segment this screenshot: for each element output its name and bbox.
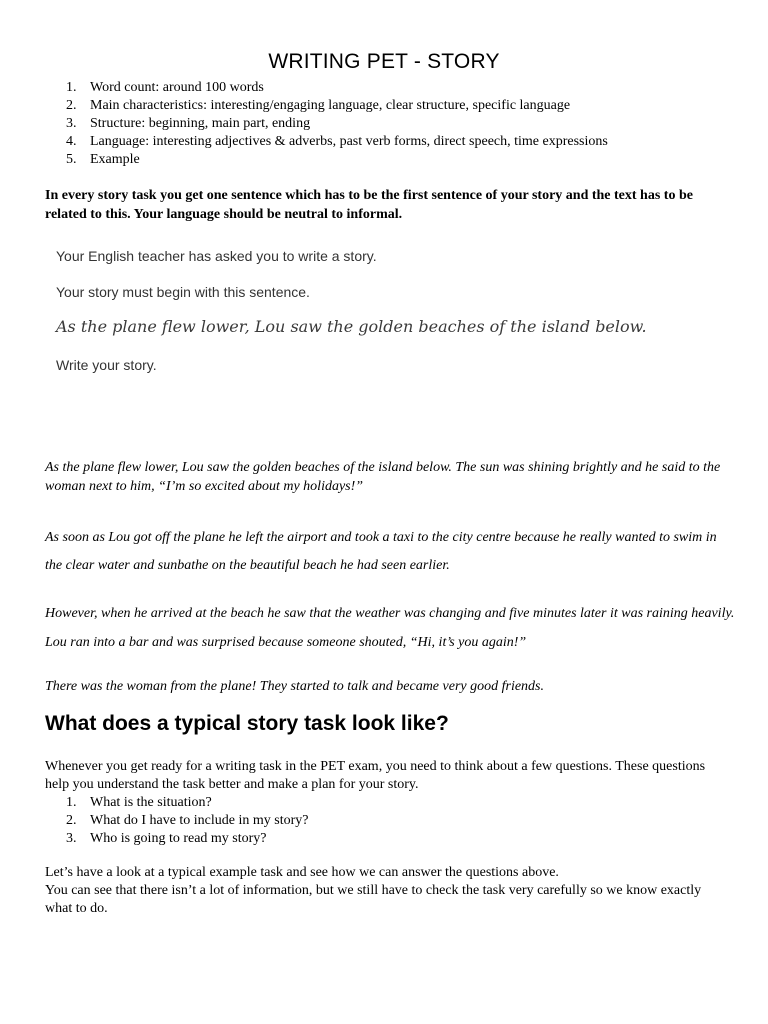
list-item-text: What is the situation? xyxy=(90,795,212,810)
story-paragraph-3: However, when he arrived at the beach he saw that the weather was changing and five minutes later it was raining heavily. Lou ran into a bar and was surprised because someone shouted, “Hi, it’s you again!” xyxy=(45,606,735,650)
task-begin-instruction: Your story must begin with this sentence. xyxy=(56,284,310,300)
list-item-text: Word count: around 100 words xyxy=(90,80,264,95)
section-intro xyxy=(45,758,725,848)
task-opening-sentence: As the plane flew lower, Lou saw the golden beaches of the island below. xyxy=(56,317,647,336)
checklist xyxy=(66,79,608,169)
list-number: 5. xyxy=(66,152,77,167)
list-item-text: Who is going to read my story? xyxy=(90,831,267,846)
task-write-prompt: Write your story. xyxy=(56,357,157,373)
section-heading: What does a typical story task look like? xyxy=(45,712,449,735)
list-item xyxy=(66,812,746,830)
intro-paragraph: In every story task you get one sentence which has to be the first sentence of your story and the text has to be related to this. Your language should be neutral to informal. xyxy=(45,188,693,222)
list-number: 3. xyxy=(66,831,77,846)
list-item xyxy=(66,151,608,169)
story-paragraph-2: As soon as Lou got off the plane he left the airport and took a taxi to the city centre because he really wanted to swim in the clear water and sunbathe on the beautiful beach he had seen earlier. xyxy=(45,530,717,573)
list-number: 1. xyxy=(66,795,77,810)
list-item-text: Example xyxy=(90,152,140,167)
question-list xyxy=(66,794,746,848)
page-title: WRITING PET - STORY xyxy=(268,50,500,73)
list-item xyxy=(66,79,608,97)
closing-paragraph-1: Let’s have a look at a typical example task and see how we can answer the questions above. xyxy=(45,865,559,880)
list-item-text: Structure: beginning, main part, ending xyxy=(90,116,311,131)
list-item-text: Main characteristics: interesting/engaging language, clear structure, specific language xyxy=(90,98,571,113)
task-instruction: Your English teacher has asked you to write a story. xyxy=(56,248,377,264)
list-number: 3. xyxy=(66,116,77,131)
list-number: 2. xyxy=(66,813,77,828)
list-item xyxy=(66,830,746,848)
list-item xyxy=(66,794,746,812)
list-item xyxy=(66,133,608,151)
closing-paragraph-2: You can see that there isn’t a lot of information, but we still have to check the task very carefully so we know exactly what to do. xyxy=(45,883,702,916)
story-paragraph-1: As the plane flew lower, Lou saw the golden beaches of the island below. The sun was shining brightly and he said to the woman next to him, “I’m so excited about my holidays!” xyxy=(45,460,721,494)
section-intro-text: Whenever you get ready for a writing task in the PET exam, you need to think about a few questions. These questions help you understand the task better and make a plan for your story. xyxy=(45,759,706,792)
story-paragraph-4: There was the woman from the plane! They started to talk and became very good friends. xyxy=(45,679,544,694)
list-number: 4. xyxy=(66,134,77,149)
list-number: 1. xyxy=(66,80,77,95)
list-item-text: What do I have to include in my story? xyxy=(90,813,309,828)
list-item-text: Language: interesting adjectives & adverbs, past verb forms, direct speech, time expressions xyxy=(90,134,608,149)
list-item xyxy=(66,97,608,115)
list-number: 2. xyxy=(66,98,77,113)
list-item xyxy=(66,115,608,133)
